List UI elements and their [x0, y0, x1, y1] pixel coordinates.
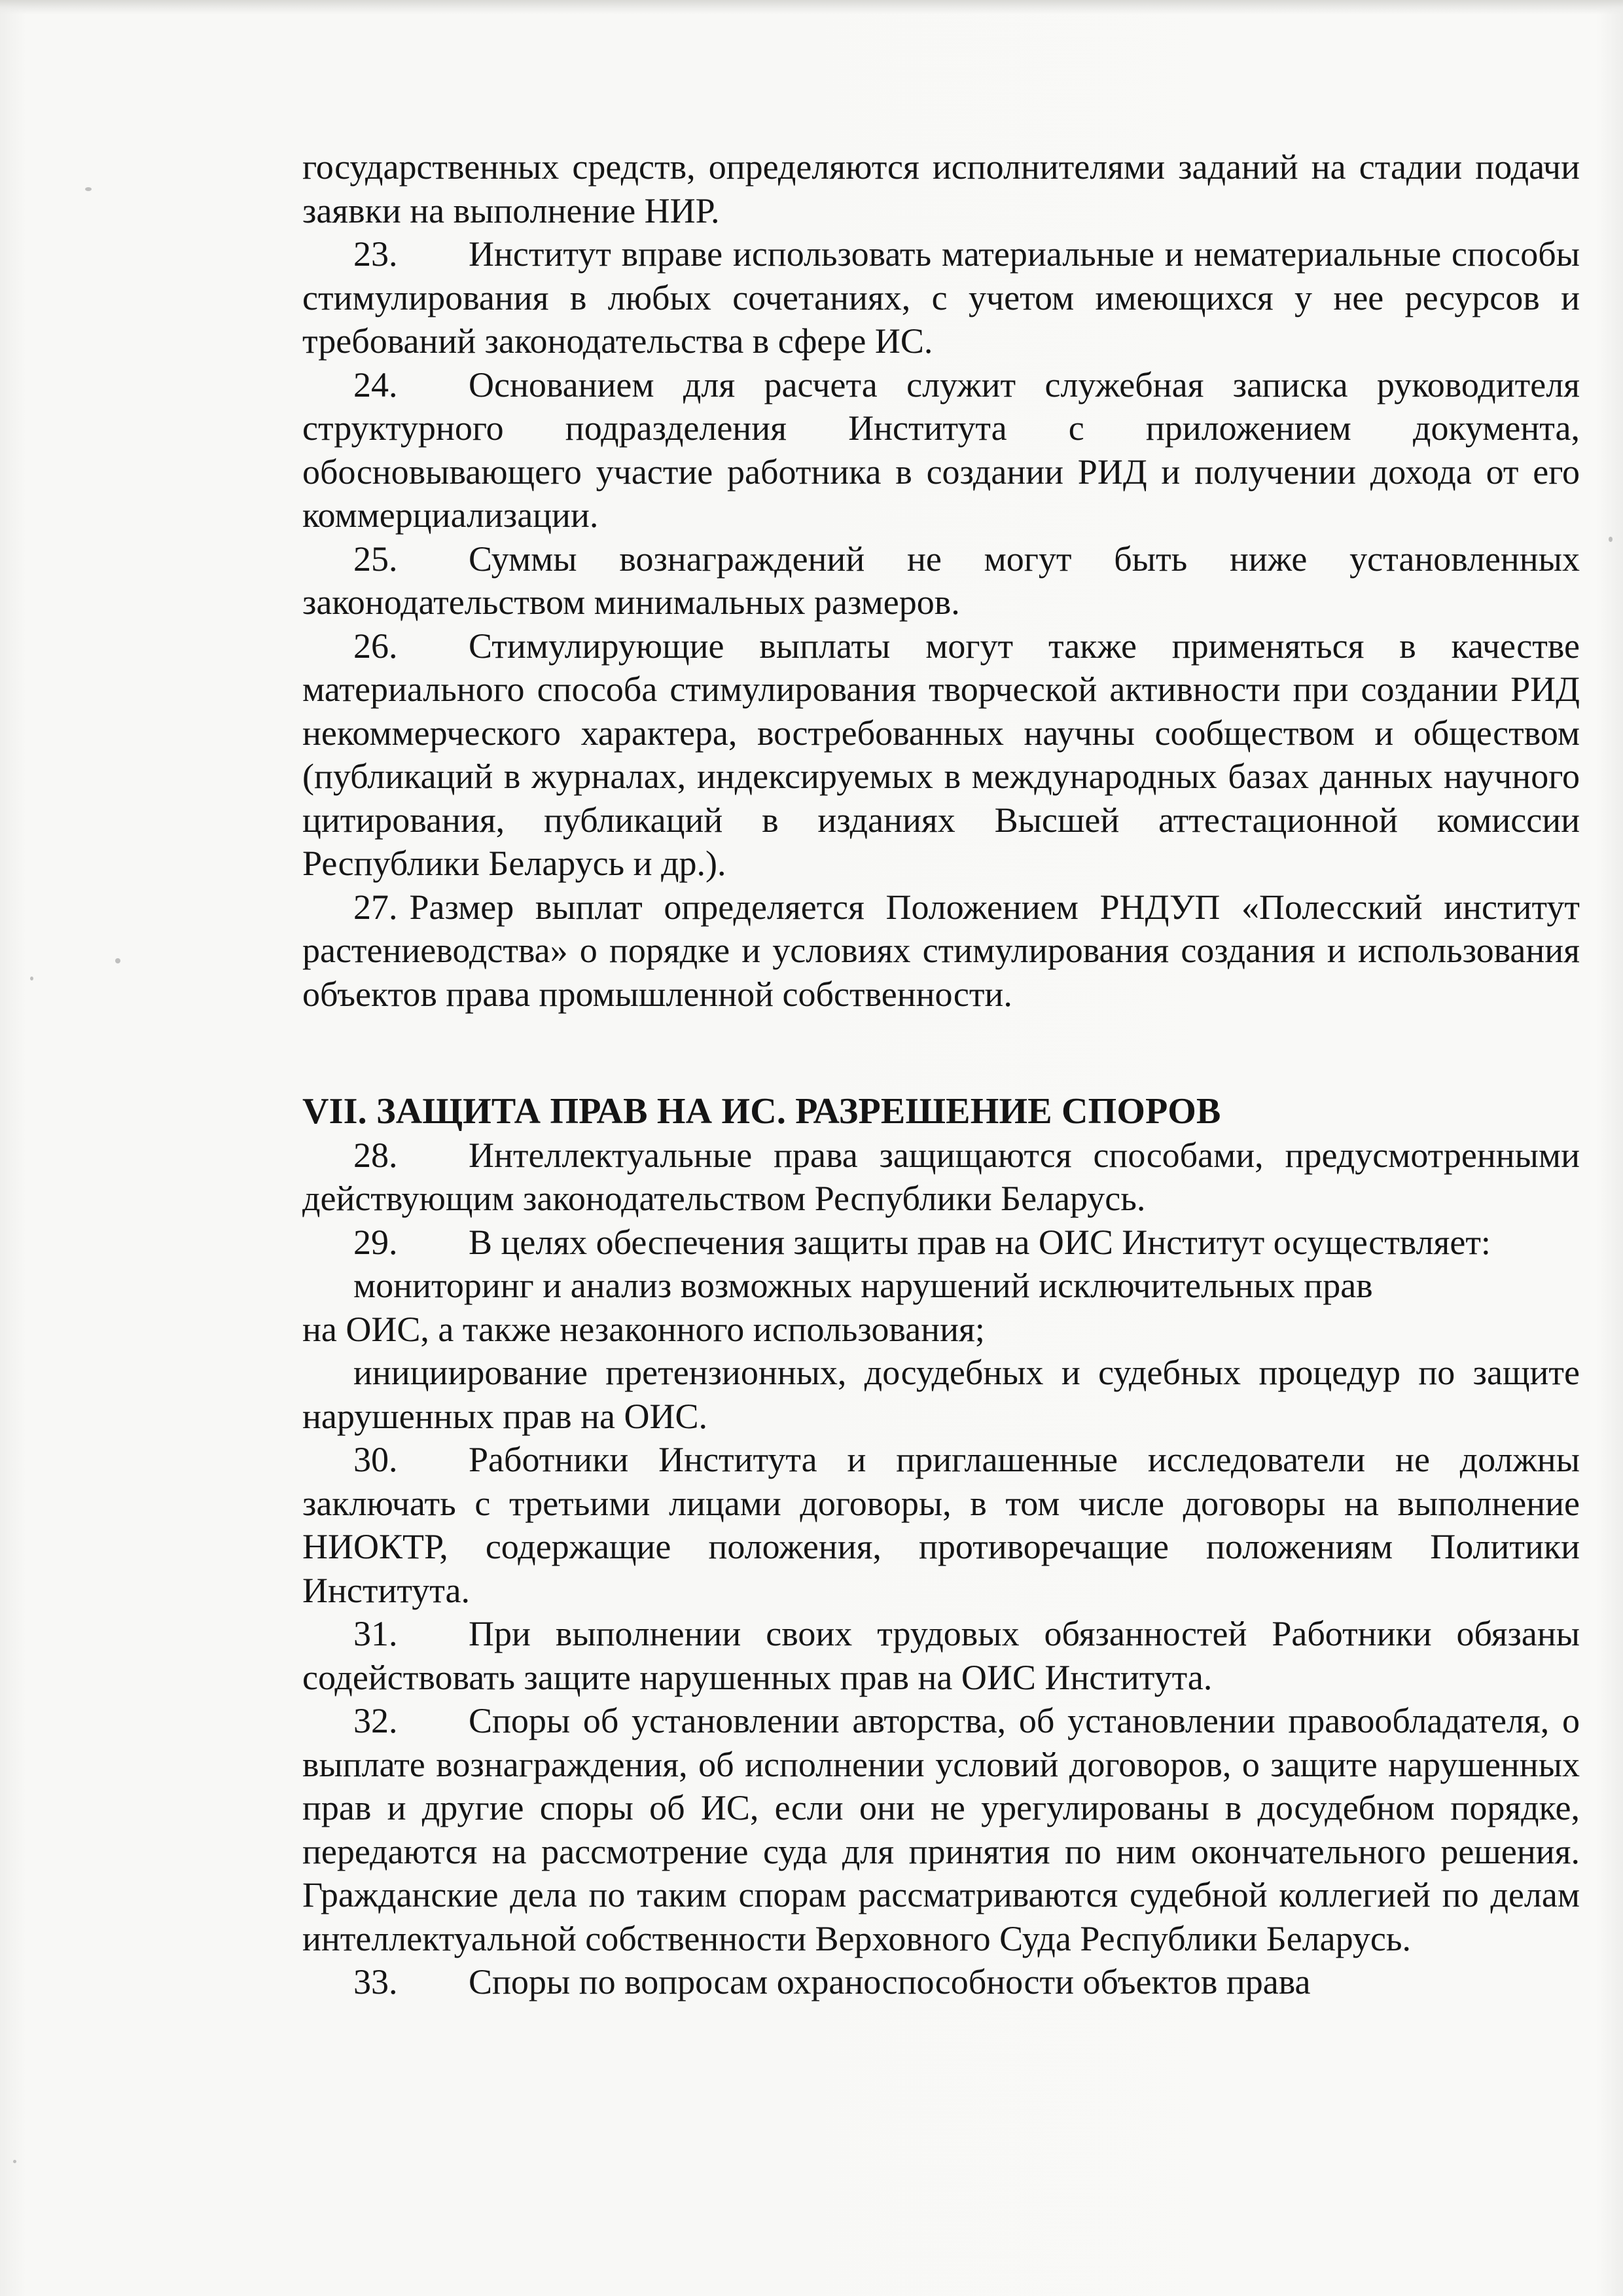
paragraph-item-31 — [302, 1612, 1580, 1699]
scan-speck — [85, 187, 92, 191]
paragraph-item-27 — [302, 886, 1580, 1016]
paragraph-item-30 — [302, 1438, 1580, 1612]
item-text: При выполнении своих трудовых обязанностей Работники обязаны содействовать защите нарушенных прав на ОИС Института. — [302, 1614, 1580, 1697]
item-number: 30. — [353, 1440, 398, 1479]
document-body — [302, 145, 1580, 2004]
paragraph-item-24 — [302, 363, 1580, 537]
item-number: 31. — [353, 1614, 398, 1653]
item-number: 33. — [353, 1962, 398, 2001]
sub-item-monitoring-line2: на ОИС, а также незаконного использования; — [302, 1309, 985, 1349]
item-text: Институт вправе использовать материальные и нематериальные способы стимулирования в любых сочетаниях, с учетом имеющихся у нее ресурсов и требований законодательства в сфере ИС. — [302, 234, 1580, 361]
item-text: Споры по вопросам охраноспособности объектов права — [469, 1962, 1311, 2001]
item-text: Споры об установлении авторства, об установлении правообладателя, о выплате вознаграждения, об исполнении условий договоров, о защите нарушенных прав и другие споры об ИС, если они не урегулированы в досудебном порядке, передаются на рассмотрение суда для принятия по ним окончательного решения. Гражданские дела по таким спорам рассматриваются судебной коллегией по делам интеллектуальной собственности Верховного Суда Республики Беларусь. — [302, 1701, 1580, 1958]
paragraph-item-33 — [302, 1960, 1580, 2004]
sub-item-monitoring-line1: мониторинг и анализ возможных нарушений исключительных прав — [353, 1266, 1373, 1305]
scan-speck — [13, 2160, 16, 2163]
item-text: Интеллектуальные права защищаются способами, предусмотренными действующим законодательством Республики Беларусь. — [302, 1135, 1580, 1218]
scan-top-edge — [0, 0, 1623, 14]
item-text: Основанием для расчета служит служебная записка руководителя структурного подразделения Института с приложением документа, обосновывающего участие работника в создании РИД и получении дохода от его коммерциализации. — [302, 365, 1580, 535]
item-number: 32. — [353, 1701, 398, 1740]
item-number: 26. — [353, 626, 398, 666]
item-text: Размер выплат определяется Положением РНДУП «Полесский институт растениеводства» о порядке и условиях стимулирования создания и использования объектов права промышленной собственности. — [302, 887, 1580, 1014]
paragraph-item-29 — [302, 1221, 1580, 1265]
paragraph-item-32 — [302, 1699, 1580, 1960]
item-number: 24. — [353, 365, 398, 404]
scan-speck — [115, 958, 120, 963]
paragraph-continuation: государственных средств, определяются исполнителями заданий на стадии подачи заявки на выполнение НИР. — [302, 147, 1580, 230]
paragraph-item-28 — [302, 1134, 1580, 1221]
item-number: 23. — [353, 234, 398, 274]
item-number: 25. — [353, 539, 398, 579]
item-text: Работники Института и приглашенные исследователи не должны заключать с третьими лицами договоры, в том числе договоры на выполнение НИОКТР, содержащие положения, противоречащие положениям Политики Института. — [302, 1440, 1580, 1610]
scan-speck — [1609, 537, 1613, 542]
paragraph-item-23 — [302, 232, 1580, 363]
paragraph-item-25 — [302, 537, 1580, 624]
item-text: Стимулирующие выплаты могут также применяться в качестве материального способа стимулирования творческой активности при создании РИД некоммерческого характера, востребованных научны сообществом и обществом (публикаций в журналах, индексируемых в международных базах данных научного цитирования, публикаций в изданиях Высшей аттестационной комиссии Республики Беларусь и др.). — [302, 626, 1580, 883]
item-text: В целях обеспечения защиты прав на ОИС Институт осуществляет: — [469, 1222, 1491, 1262]
item-number: 27. — [353, 887, 398, 927]
sub-item-initiation: инициирование претензионных, досудебных и судебных процедур по защите нарушенных прав на ОИС. — [302, 1353, 1580, 1436]
section-spacer — [302, 1016, 1580, 1090]
section-heading: VII. ЗАЩИТА ПРАВ НА ИС. РАЗРЕШЕНИЕ СПОРОВ — [302, 1091, 1221, 1132]
item-number: 28. — [353, 1135, 398, 1175]
scan-speck — [30, 977, 33, 980]
paragraph-item-26 — [302, 624, 1580, 886]
item-text: Суммы вознаграждений не могут быть ниже установленных законодательством минимальных размеров. — [302, 539, 1580, 622]
item-number: 29. — [353, 1222, 398, 1262]
